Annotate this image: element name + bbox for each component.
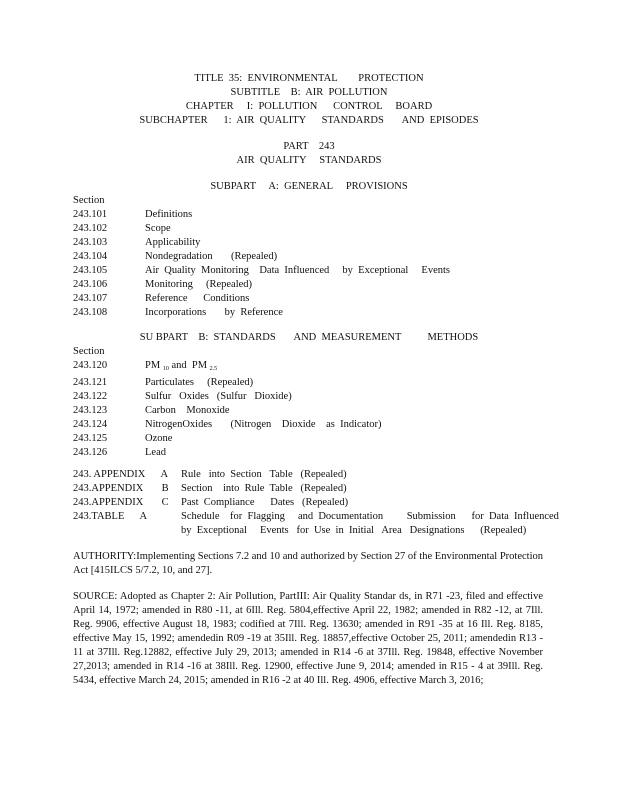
appendix-row xyxy=(73,510,559,524)
subchapter-line: SUBCHAPTER 1: AIR QUALITY STANDARDS AND EPISODES xyxy=(139,115,479,126)
section-number: 243.123 xyxy=(73,405,108,416)
section-title: Incorporations by Reference xyxy=(145,307,283,318)
section-number: 243.125 xyxy=(73,433,108,444)
pm-subscript: 2.5 xyxy=(209,366,218,372)
section-number: 243.126 xyxy=(73,447,108,458)
section-number: 243.120 xyxy=(73,360,108,371)
section-number: 243.121 xyxy=(73,377,108,388)
pm-label: and PM xyxy=(168,360,210,371)
section-row xyxy=(73,236,553,250)
section-title: Applicability xyxy=(145,237,201,248)
section-label: Section xyxy=(73,346,105,357)
section-title: Lead xyxy=(145,447,166,458)
appendix-title: Rule into Section Table (Repealed) xyxy=(181,469,347,480)
section-title: Monitoring (Repealed) xyxy=(145,279,253,290)
appendix-title: Section into Rule Table (Repealed) xyxy=(181,483,347,494)
section-number: 243.107 xyxy=(73,293,108,304)
appendix-row xyxy=(73,496,543,510)
section-label: Section xyxy=(73,195,105,206)
section-row xyxy=(73,390,553,404)
part-number: PART 243 xyxy=(283,141,335,152)
subpart-b-sections xyxy=(73,345,553,460)
appendix-number: 243. APPENDIX A xyxy=(73,469,169,480)
section-row xyxy=(73,264,553,278)
section-number: 243.106 xyxy=(73,279,108,290)
section-row xyxy=(73,306,553,320)
section-title: Definitions xyxy=(145,209,193,220)
subpart-a-title: SUBPART A: GENERAL PROVISIONS xyxy=(210,181,408,192)
appendix-title-continuation: by Exceptional Events for Use in Initial Area Designations (Repealed) xyxy=(181,525,527,536)
section-number: 243.103 xyxy=(73,237,108,248)
section-row xyxy=(73,292,553,306)
section-title: Scope xyxy=(145,223,171,234)
appendix-row xyxy=(73,482,543,496)
section-number: 243.102 xyxy=(73,223,108,234)
section-row xyxy=(73,250,553,264)
section-title: Air Quality Monitoring Data Influenced by Exceptional Events xyxy=(145,265,451,276)
appendix-number: 243.APPENDIX C xyxy=(73,497,169,508)
document-header xyxy=(0,72,618,128)
subpart-b-title: SU BPART B: STANDARDS AND MEASUREMENT METHODS xyxy=(139,332,479,343)
pm-label: PM xyxy=(145,360,163,371)
title-line: TITLE 35: ENVIRONMENTAL PROTECTION xyxy=(194,73,424,84)
section-number: 243.104 xyxy=(73,251,108,262)
section-title: Carbon Monoxide xyxy=(145,405,230,416)
part-heading xyxy=(0,140,618,168)
section-title: NitrogenOxides (Nitrogen Dioxide as Indicator) xyxy=(145,419,382,430)
section-number: 243.108 xyxy=(73,307,108,318)
section-row xyxy=(73,222,553,236)
source-paragraph: SOURCE: Adopted as Chapter 2: Air Pollution, PartIII: Air Quality Standar ds, in R71 -23, filed and effective April 14, 1972; amended in R80 -11, at 6Ill. Reg. 5804,effective April 22, 1982; amended in R82 -12, at 7Ill. Reg. 9906, effective August 18, 1983; codified at 7Ill. Reg. 13630; amended in R91 -35 at 16 Ill. Reg. 8185, effective May 15, 1992; amendedin R09 -19 at 35Ill. Reg. 18857,effective October 25, 2011; amendedin R13 - 11 at 37Ill. Reg.12882, effective July 29, 2013; amended in R14 -6 at 37Ill. Reg. 19848, effective November 27,2013; amended in R14 -16 at 38Ill. Reg. 12900, effective June 9, 2014; amended in R15 - 4 at 39Ill. Reg. 5434, effective March 24, 2015; amended in R16 -2 at 40 Ill. Reg. 4906, effective March 3, 2016; xyxy=(73,591,543,686)
section-number: 243.105 xyxy=(73,265,108,276)
section-title: Reference Conditions xyxy=(145,293,250,304)
part-name: AIR QUALITY STANDARDS xyxy=(236,155,382,166)
pm-subscript: 10 xyxy=(162,366,169,372)
section-row xyxy=(73,278,553,292)
section-row xyxy=(73,404,553,418)
section-title: Ozone xyxy=(145,433,173,444)
chapter-line: CHAPTER I: POLLUTION CONTROL BOARD xyxy=(185,101,433,112)
section-number: 243.122 xyxy=(73,391,108,402)
subtitle-line: SUBTITLE B: AIR POLLUTION xyxy=(230,87,388,98)
appendix-title: Past Compliance Dates (Repealed) xyxy=(181,497,349,508)
section-number: 243.124 xyxy=(73,419,108,430)
section-row xyxy=(73,376,553,390)
appendix-number: 243.APPENDIX B xyxy=(73,483,169,494)
section-row xyxy=(73,432,553,446)
section-title: Sulfur Oxides (Sulfur Dioxide) xyxy=(145,391,292,402)
appendix-list xyxy=(73,468,559,538)
section-row xyxy=(73,208,553,222)
section-title xyxy=(145,359,217,376)
appendix-row xyxy=(73,468,543,482)
section-row xyxy=(73,418,553,432)
section-title: Particulates (Repealed) xyxy=(145,377,254,388)
authority-paragraph: AUTHORITY:Implementing Sections 7.2 and 10 and authorized by Section 27 of the Environmental Protection Act [415ILCS 5/7.2, 10, and 27]. xyxy=(73,551,543,576)
appendix-title: Schedule for Flagging and Documentation Submission for Data Influenced xyxy=(181,511,559,522)
section-row xyxy=(73,446,553,460)
section-row xyxy=(73,359,553,376)
subpart-a-sections xyxy=(73,194,553,320)
appendix-number: 243.TABLE A xyxy=(73,511,148,522)
section-title: Nondegradation (Repealed) xyxy=(145,251,278,262)
section-number: 243.101 xyxy=(73,209,108,220)
